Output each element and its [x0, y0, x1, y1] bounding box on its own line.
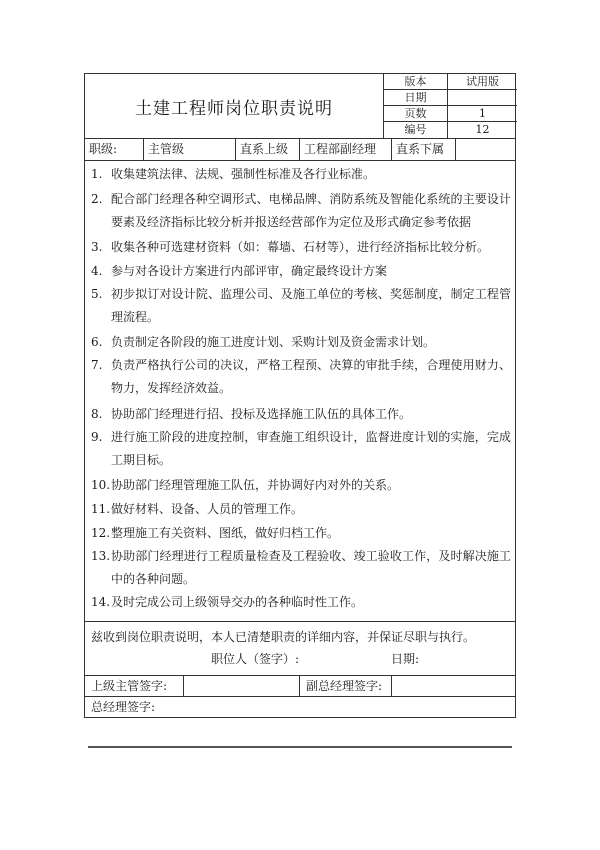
duty-number: 2.	[91, 192, 103, 206]
footer-rule	[88, 746, 512, 748]
meta-value: 12	[475, 123, 490, 136]
duty-number: 9.	[91, 430, 103, 444]
duty-text: 整理施工有关资料、图纸，做好归档工作。	[111, 526, 340, 540]
duty-number: 13.	[91, 549, 111, 563]
duties-list	[85, 161, 515, 622]
meta-row-version	[384, 74, 517, 90]
duty-text: 及时完成公司上级领导交办的各种临时性工作。	[111, 595, 364, 609]
meta-row-pages	[384, 106, 517, 122]
subordinate-label: 直系下属	[396, 142, 445, 156]
duty-text: 配合部门经理各种空调形式、电梯品牌、消防系统及智能化系统的主要设计要素及经济指标比较分析并报送经营部作为定位及形式确定参考依据	[111, 192, 511, 229]
position-info-row	[85, 138, 515, 161]
duty-number: 10.	[91, 478, 111, 492]
duty-text: 收集各种可选建材资料（如：幕墙、石材等），进行经济指标比较分析。	[111, 240, 490, 254]
duty-text: 负责制定各阶段的施工进度计划、采购计划及资金需求计划。	[111, 335, 436, 349]
document-title: 土建工程师岗位职责说明	[135, 98, 333, 119]
form-header	[85, 74, 515, 139]
job-description-form	[84, 73, 516, 718]
meta-table	[383, 74, 517, 138]
duty-text: 协助部门经理进行工程质量检查及工程验收、竣工验收工作，及时解决施工中的各种问题。	[111, 549, 511, 586]
meta-row-date	[384, 90, 517, 106]
meta-value: 试用版	[466, 75, 499, 88]
meta-label: 编号	[384, 122, 448, 138]
employee-signature-label: 职位人（签字）:	[211, 652, 300, 666]
duty-text: 协助部门经理进行招、投标及选择施工队伍的具体工作。	[111, 407, 412, 421]
date-label: 日期:	[391, 652, 420, 666]
duty-text: 进行施工阶段的进度控制，审查施工组织设计，监督进度计划的实施，完成工期目标。	[111, 430, 511, 467]
duty-number: 8.	[91, 407, 103, 421]
duty-number: 12.	[91, 526, 111, 540]
duty-number: 6.	[91, 335, 103, 349]
duty-text: 收集建筑法律、法规、强制性标准及各行业标准。	[111, 167, 376, 181]
duty-text: 参与对各设计方案进行内部评审，确定最终设计方案	[111, 264, 388, 278]
duty-text: 做好材料、设备、人员的管理工作。	[111, 502, 304, 516]
duty-number: 11.	[91, 502, 111, 516]
subordinate-value	[456, 138, 460, 160]
signature-row	[85, 676, 515, 697]
divider	[183, 676, 184, 696]
duty-number: 14.	[91, 595, 111, 609]
superior-value: 工程部副经理	[304, 142, 377, 156]
duty-number: 1.	[91, 167, 103, 181]
duty-text: 协助部门经理管理施工队伍，并协调好内对外的关系。	[111, 478, 400, 492]
gm-signature-label: 总经理签字:	[91, 700, 156, 714]
rank-value: 主管级	[148, 142, 185, 156]
confirmation-section	[85, 622, 515, 676]
superior-label: 直系上级	[240, 142, 289, 156]
divider	[391, 676, 392, 696]
rank-label: 职级:	[89, 142, 118, 156]
meta-value: 1	[479, 107, 486, 120]
duty-text: 负责严格执行公司的决议，严格工程预、决算的审批手续，合理使用财力、物力，发挥经济效益。	[111, 358, 511, 395]
meta-label: 页数	[384, 106, 448, 121]
meta-label: 日期	[384, 90, 448, 105]
duty-number: 7.	[91, 358, 103, 372]
meta-label: 版本	[384, 74, 448, 89]
acknowledgement-text: 兹收到岗位职责说明，本人已清楚职责的详细内容，并保证尽职与执行。	[91, 630, 476, 644]
duty-number: 3.	[91, 240, 103, 254]
duty-number: 4.	[91, 264, 103, 278]
meta-value	[448, 90, 517, 105]
gm-signature-row	[85, 696, 515, 718]
meta-row-number	[384, 122, 517, 138]
duty-number: 5.	[91, 287, 103, 301]
duty-text: 初步拟订对设计院、监理公司、及施工单位的考核、奖惩制度，制定工程管理流程。	[111, 287, 511, 324]
deputy-gm-signature-label: 副总经理签字:	[306, 679, 383, 693]
supervisor-signature-label: 上级主管签字:	[91, 679, 168, 693]
